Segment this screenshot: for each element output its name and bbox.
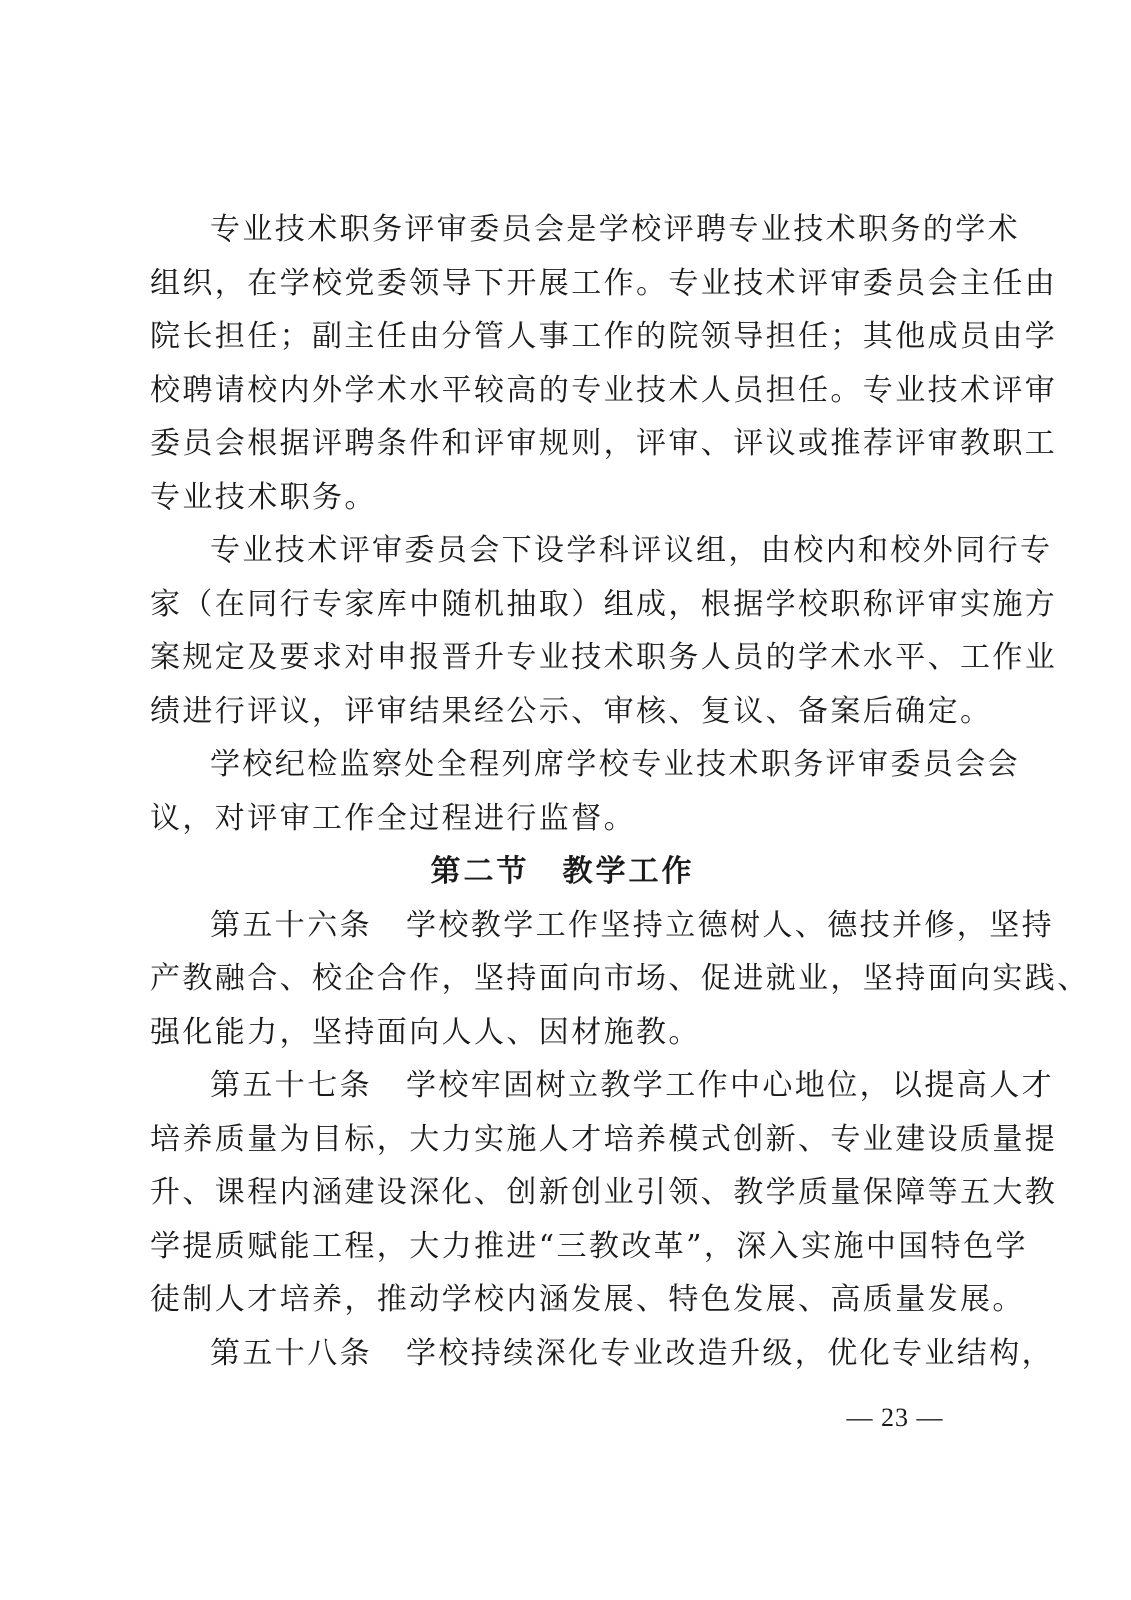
article-text: 学校持续深化专业改造升级，优化专业结构， <box>406 1335 1054 1371</box>
article-text: 学校牢固树立教学工作中心地位，以提高人才 <box>406 1068 1054 1103</box>
text-line: 组织，在学校党委领导下开展工作。专业技术评审委员会主任由 <box>150 265 1058 301</box>
text-line: 议，对评审工作全过程进行监督。 <box>150 800 636 836</box>
article-number: 第五十七条 <box>210 1068 372 1103</box>
text-line: 升、课程内涵建设深化、创新创业引领、教学质量保障等五大教 <box>150 1175 1058 1210</box>
text-line: 案规定及要求对申报晋升专业技术职务人员的学术水平、工作业 <box>150 640 1058 675</box>
text-line: 学提质赋能工程，大力推进“三教改革”，深入实施中国特色学 <box>150 1228 1028 1264</box>
text-line: 家（在同行专家库中随机抽取）组成，根据学校职称评审实施方 <box>150 586 1058 622</box>
text-line: 专业技术评审委员会下设学科评议组，由校内和校外同行专 <box>210 533 1053 568</box>
article <box>150 1327 1054 1381</box>
text-line: 委员会根据评聘条件和评审规则，评审、评议或推荐评审教职工 <box>150 426 1058 461</box>
paragraph <box>150 203 1058 524</box>
text-line: 培养质量为目标，大力实施人才培养模式创新、专业建设质量提 <box>150 1121 1058 1157</box>
article-number: 第五十六条 <box>210 907 372 943</box>
article <box>150 899 1090 1060</box>
text-line: 产教融合、校企合作，坚持面向市场、促进就业，坚持面向实践、 <box>150 961 1090 996</box>
article <box>150 1059 1058 1327</box>
article-number: 第五十八条 <box>210 1335 372 1371</box>
text-line: 学校纪检监察处全程列席学校专业技术职务评审委员会会 <box>210 747 1020 782</box>
paragraph <box>150 524 1058 738</box>
text-line: 专业技术职务。 <box>150 479 377 515</box>
section-heading: 第二节 教学工作 <box>430 854 695 889</box>
article-first-line <box>150 1059 1054 1113</box>
text-line: 院长担任；副主任由分管人事工作的院领导担任；其他成员由学 <box>150 319 1058 354</box>
paragraph <box>150 738 1020 845</box>
article-first-line <box>150 899 1054 953</box>
text-line: 绩进行评议，评审结果经公示、审核、复议、备案后确定。 <box>150 693 993 729</box>
text-line: 徒制人才培养，推动学校内涵发展、特色发展、高质量发展。 <box>150 1282 1025 1317</box>
article-first-line <box>150 1327 1054 1381</box>
page-number: — 23 — <box>846 1403 944 1432</box>
article-text: 学校教学工作坚持立德树人、德技并修，坚持 <box>406 907 1054 943</box>
text-line: 强化能力，坚持面向人人、因材施教。 <box>150 1014 701 1050</box>
document-body <box>150 203 1090 1380</box>
text-line: 校聘请校内外学术水平较高的专业技术人员担任。专业技术评审 <box>150 372 1058 408</box>
text-line: 专业技术职务评审委员会是学校评聘专业技术职务的学术 <box>210 212 1020 247</box>
